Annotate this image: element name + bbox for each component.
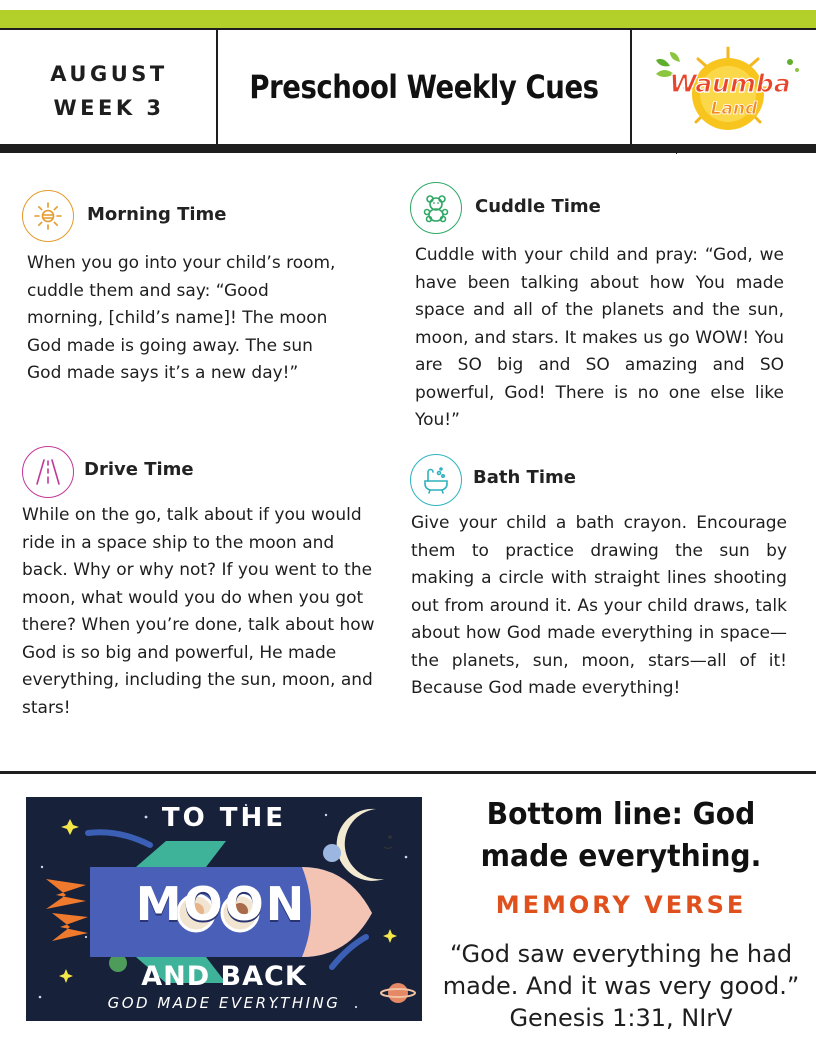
top-accent-bar — [0, 10, 816, 28]
header — [0, 28, 816, 146]
bottom-line-text: Bottom line: God — [486, 797, 756, 832]
verse-line: “God saw everything he had — [449, 940, 793, 968]
waumba-land-logo — [640, 44, 810, 136]
morning-line: morning, [child’s name]! The moon — [27, 308, 328, 328]
bottom-line-text: made everything. — [480, 839, 762, 874]
poster-subtitle: GOD MADE EVERYTHING — [107, 994, 341, 1012]
morning-line: When you go into your child’s room, — [27, 253, 336, 273]
bath-time-body: Give your child a bath crayon. Encourage them to practice drawing the sun by making a circle with straight lines shooting out from around it. As your child draws, talk about how God made everything in space—the planets, sun, moon, stars—all of it! Because God made everything! — [411, 513, 787, 698]
morning-time-body — [27, 250, 397, 388]
drive-line: While on the go, talk about if you would — [22, 505, 362, 525]
poster-title-line2: MOON — [135, 877, 307, 931]
verse-reference: Genesis 1:31, NIrV — [509, 1004, 733, 1032]
drive-line: everything, including the sun, moon, and — [22, 670, 373, 690]
drive-line: moon, what would you do when you got — [22, 587, 364, 608]
drive-time-title: Drive Time — [84, 459, 194, 480]
memory-verse — [426, 938, 816, 1034]
section-rule — [0, 771, 816, 774]
morning-time-title: Morning Time — [87, 204, 227, 225]
logo-text-bottom: Land — [710, 99, 758, 119]
header-divider — [216, 30, 218, 146]
drive-line: stars! — [22, 697, 71, 718]
verse-line: made. And it was very good.” — [442, 972, 800, 1000]
week-label: WEEK 3 — [53, 96, 165, 120]
drive-line: God is so big and powerful, He made — [22, 642, 337, 663]
morning-line: God made is going away. The sun — [27, 335, 313, 356]
morning-line: God made says it’s a new day!” — [27, 363, 299, 383]
bath-time-title: Bath Time — [473, 467, 576, 488]
morning-line: cuddle them and say: “Good — [27, 280, 269, 301]
poster-title-line1: TO THE — [161, 803, 287, 833]
drive-line: back. Why or why not? If you went to the — [22, 560, 373, 580]
header-rule — [0, 146, 816, 153]
bathtub-icon — [410, 454, 462, 506]
memory-verse-label: MEMORY VERSE — [495, 891, 747, 919]
logo-text-top: Waumba — [669, 69, 791, 98]
drive-line: there? When you’re done, talk about how — [22, 615, 375, 635]
page-title: Preschool Weekly Cues — [249, 68, 599, 106]
road-icon — [22, 446, 74, 498]
poster-title-line3: AND BACK — [141, 961, 307, 992]
sun-icon — [22, 190, 74, 242]
cuddle-time-title: Cuddle Time — [475, 196, 601, 217]
date-block — [24, 57, 194, 125]
drive-line: ride in a space ship to the moon and — [22, 532, 335, 553]
bottom-line — [438, 794, 805, 878]
drive-time-body — [22, 502, 394, 722]
month-label: AUGUST — [50, 62, 168, 86]
cuddle-time-body: Cuddle with your child and pray: “God, we have been talking about how You made space and all of the planets and the sun, moon, and stars. It makes us go WOW! You are SO big and SO amazing and SO powerful, God! There is no one else like You!” — [415, 245, 784, 430]
header-divider — [630, 30, 632, 146]
to-the-moon-poster — [26, 797, 422, 1021]
teddy-bear-icon — [410, 182, 462, 234]
